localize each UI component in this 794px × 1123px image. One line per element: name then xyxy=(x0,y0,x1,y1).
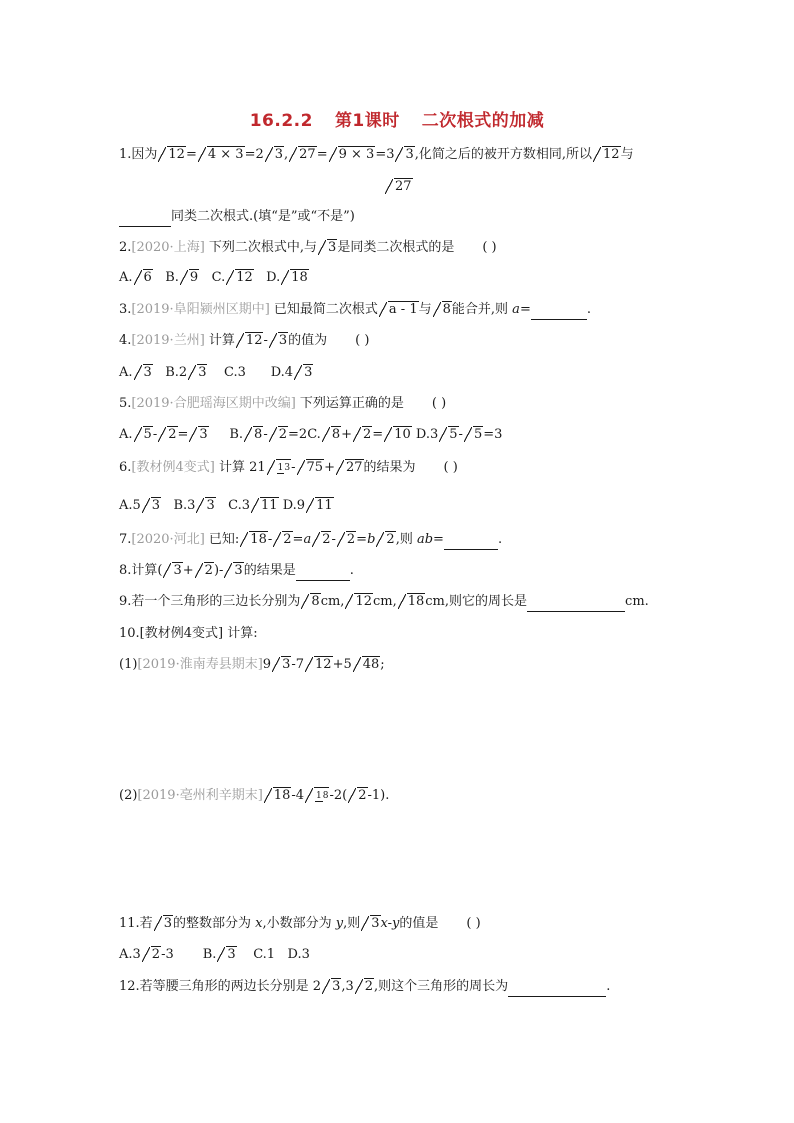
radicand: 3 xyxy=(234,563,243,578)
question-text: . xyxy=(586,302,591,317)
question-text: = xyxy=(372,427,384,442)
question-text: 的结果是 xyxy=(243,563,296,578)
question-text: 2 xyxy=(298,427,308,442)
question-text: -7 xyxy=(291,657,305,672)
question-text: 计算 21 xyxy=(214,460,266,475)
question-text: =2 xyxy=(244,147,264,162)
question-5-options xyxy=(119,425,502,445)
question-text: = xyxy=(316,147,328,162)
radical-sign xyxy=(322,977,341,997)
question-text: . xyxy=(606,979,611,994)
question-source: [2019·阜阳颍州区期中] xyxy=(131,302,270,317)
radicand: 11 xyxy=(261,498,278,513)
question-text: cm, xyxy=(320,594,345,609)
radical-sign xyxy=(433,300,452,320)
radical-sign xyxy=(251,496,279,516)
question-10-part-1 xyxy=(119,655,385,675)
question-text: . xyxy=(349,563,354,578)
answer-paren-11[interactable]: ( ) xyxy=(466,916,481,931)
radicand: 2 xyxy=(358,788,367,803)
radicand: 18 xyxy=(407,594,425,609)
radicand: 2 xyxy=(168,427,177,442)
radical-sign xyxy=(289,145,317,165)
radicand: 4 × 3 xyxy=(207,147,244,162)
radicand: 12 xyxy=(245,333,263,348)
radicand: 27 xyxy=(345,460,363,475)
question-text: D.3 xyxy=(287,947,310,962)
question-text: cm, xyxy=(372,594,397,609)
radicand: 9 × 3 xyxy=(338,147,375,162)
question-text: + xyxy=(341,427,353,442)
radical-sign xyxy=(264,786,292,806)
question-text: B. xyxy=(229,427,244,442)
radical-sign xyxy=(163,561,182,581)
question-text: = xyxy=(433,532,444,547)
radical-sign xyxy=(269,331,288,351)
radicand: 3 xyxy=(198,365,207,380)
question-text: =3 xyxy=(483,427,503,442)
radical-sign xyxy=(236,331,264,351)
question-2 xyxy=(119,238,497,258)
radicand: 5 xyxy=(143,427,152,442)
radical-sign xyxy=(134,425,153,445)
answer-blank-3[interactable] xyxy=(531,305,587,320)
radical-sign xyxy=(301,592,320,612)
radical-sign xyxy=(336,458,364,478)
question-text: - xyxy=(152,427,158,442)
question-text: ,则 xyxy=(395,532,417,547)
question-5 xyxy=(119,394,446,414)
radicand: 3 xyxy=(151,498,161,513)
question-text: 已知最简二次根式 xyxy=(269,302,378,317)
question-text: (1) xyxy=(119,657,138,672)
question-text: - xyxy=(267,532,273,547)
question-text: 能合并,则 xyxy=(451,302,513,317)
question-10-part-2 xyxy=(119,786,389,806)
question-text: x-y xyxy=(380,916,400,931)
radicand: 48 xyxy=(362,657,380,672)
question-text: - xyxy=(263,333,268,348)
radical-sign xyxy=(267,458,291,478)
question-text: 4. xyxy=(119,333,132,348)
radical-sign xyxy=(269,425,288,445)
radical-sign xyxy=(196,496,215,516)
radicand: 8 xyxy=(254,427,263,442)
radicand: 3 xyxy=(163,916,172,931)
title-lesson: 第1课时 xyxy=(334,111,400,131)
radical-sign xyxy=(134,363,153,383)
radical-sign xyxy=(318,238,337,258)
title-topic: 二次根式的加减 xyxy=(421,111,545,131)
question-text: ab xyxy=(416,532,434,547)
question-text: A. xyxy=(119,427,133,442)
radicand: a - 1 xyxy=(388,302,418,317)
question-text: -3 xyxy=(161,947,174,962)
question-text: B. xyxy=(202,947,217,962)
radical-sign xyxy=(217,945,236,965)
radicand: 18 xyxy=(273,788,291,803)
answer-paren-6[interactable]: ( ) xyxy=(443,460,458,475)
radical-sign xyxy=(312,530,331,550)
radical-sign xyxy=(198,145,245,165)
radicand: 12 xyxy=(315,657,332,672)
question-text: C.1 xyxy=(253,947,276,962)
radical-sign xyxy=(464,425,483,445)
radical-sign xyxy=(353,425,372,445)
question-7 xyxy=(119,530,502,550)
page-title xyxy=(0,106,794,131)
radical-sign xyxy=(142,945,161,965)
radical-sign xyxy=(353,655,381,675)
radicand: 3 xyxy=(405,147,414,162)
radicand xyxy=(314,787,329,804)
question-text: ,化简之后的被开方数相同,所以 xyxy=(414,147,593,162)
radical-sign xyxy=(134,268,153,288)
question-text: A. xyxy=(119,270,133,285)
question-text: (2) xyxy=(119,788,138,803)
radicand: 2 xyxy=(363,427,372,442)
question-text: +5 xyxy=(332,657,352,672)
radicand: 2 xyxy=(364,979,374,994)
radicand: 2 xyxy=(151,947,161,962)
question-text: 3 xyxy=(284,463,291,473)
question-text: 与 xyxy=(418,302,432,317)
answer-blank-1[interactable] xyxy=(119,212,171,227)
radicand: 3 xyxy=(227,947,236,962)
question-text: cm, xyxy=(425,594,450,609)
question-text: 是同类二次根式的是 xyxy=(337,240,455,255)
radicand: 2 xyxy=(346,532,356,547)
question-text: = xyxy=(185,147,197,162)
radical-sign xyxy=(154,914,173,934)
question-text: 8.计算( xyxy=(119,563,163,578)
question-text: 的值为 xyxy=(288,333,328,348)
question-text: 下列运算正确的是 xyxy=(295,396,404,411)
question-text: 同类二次根式.(填“是”或“不是”) xyxy=(171,209,355,224)
question-text: 下列二次根式中,与 xyxy=(204,240,318,255)
question-text: 8 xyxy=(322,791,329,801)
question-text: A.5 xyxy=(119,498,141,513)
radical-sign xyxy=(158,145,186,165)
radicand: 75 xyxy=(306,460,324,475)
radicand: 3 xyxy=(206,498,215,513)
question-text: + xyxy=(182,563,194,578)
question-source: [2019·合肥瑶海区期中改编] xyxy=(131,396,296,411)
question-11-options xyxy=(119,945,310,965)
radicand: 18 xyxy=(250,532,267,547)
radicand: 8 xyxy=(331,427,341,442)
radical-sign xyxy=(272,655,291,675)
question-text: B.3 xyxy=(173,498,196,513)
radicand: 18 xyxy=(291,270,308,285)
radical-sign xyxy=(322,425,341,445)
radicand xyxy=(276,459,291,476)
question-text: 7. xyxy=(119,532,132,547)
question-source: [2020·河北] xyxy=(131,532,205,547)
radical-sign xyxy=(244,425,263,445)
radical-sign xyxy=(376,530,395,550)
question-text: 与 xyxy=(620,147,634,162)
radical-sign xyxy=(395,145,414,165)
question-1-cont xyxy=(384,177,413,197)
radicand: 3 xyxy=(371,916,380,931)
question-text: , xyxy=(284,147,289,162)
question-text: b xyxy=(367,532,376,547)
radical-sign xyxy=(189,425,208,445)
radicand: 8 xyxy=(311,594,320,609)
radicand: 12 xyxy=(603,147,620,162)
question-text: 的结果为 xyxy=(363,460,416,475)
question-source: [教材例4变式] xyxy=(131,460,215,475)
radicand: 5 xyxy=(449,427,458,442)
radicand: 3 xyxy=(328,240,337,255)
question-text: B. xyxy=(165,270,179,285)
radical-sign xyxy=(305,655,333,675)
radical-sign xyxy=(306,496,334,516)
radical-sign xyxy=(297,458,325,478)
radical-sign xyxy=(180,268,199,288)
question-source: [2019·淮南寿县期末] xyxy=(137,657,263,672)
question-text: ,则这个三角形的周长为 xyxy=(374,979,509,994)
radical-sign xyxy=(265,145,284,165)
question-text: a xyxy=(512,302,520,317)
question-text: B.2 xyxy=(165,365,188,380)
question-text: - xyxy=(291,460,296,475)
question-10 xyxy=(119,624,258,644)
question-text: 9.若一个三角形的三边长分别为 xyxy=(119,594,301,609)
question-text: C. xyxy=(307,427,321,442)
answer-paren-2[interactable]: ( ) xyxy=(482,240,497,255)
question-4-options xyxy=(119,363,313,383)
question-4 xyxy=(119,331,369,351)
question-text: C. xyxy=(211,270,226,285)
question-text: x xyxy=(255,916,263,931)
radicand: 12 xyxy=(236,270,253,285)
question-text: - xyxy=(331,532,336,547)
question-6-options xyxy=(119,496,334,516)
radicand: 6 xyxy=(143,270,152,285)
radical-sign xyxy=(281,268,309,288)
radical-sign xyxy=(188,363,207,383)
radicand: 2 xyxy=(386,532,395,547)
radicand: 3 xyxy=(199,427,208,442)
question-text: 1.因为 xyxy=(119,147,158,162)
radical-sign xyxy=(294,363,313,383)
radicand: 3 xyxy=(274,147,284,162)
question-text: a xyxy=(303,532,312,547)
question-text: = xyxy=(292,532,304,547)
radicand: 12 xyxy=(168,147,185,162)
question-2-options xyxy=(119,268,309,288)
radicand: 3 xyxy=(332,979,341,994)
question-text: ,小数部分为 xyxy=(262,916,336,931)
radicand: 3 xyxy=(304,365,313,380)
answer-paren-4[interactable]: ( ) xyxy=(355,333,370,348)
radical-sign xyxy=(355,977,374,997)
question-11 xyxy=(119,914,481,934)
title-section: 16.2.2 xyxy=(249,111,313,131)
question-text: D.4 xyxy=(270,365,294,380)
question-3 xyxy=(119,300,591,320)
question-9 xyxy=(119,592,649,612)
question-text: C.3 xyxy=(228,498,251,513)
radical-sign xyxy=(240,530,268,550)
question-text: ,3 xyxy=(341,979,354,994)
question-text: 2. xyxy=(119,240,132,255)
question-1-line2 xyxy=(119,207,355,227)
radical-sign xyxy=(226,268,254,288)
question-source: [2020·上海] xyxy=(131,240,205,255)
question-text: C.3 xyxy=(224,365,246,380)
radical-sign xyxy=(398,592,426,612)
question-text: = xyxy=(288,427,299,442)
question-text: 5. xyxy=(119,396,132,411)
radicand: 3 xyxy=(143,365,152,380)
radical-sign xyxy=(384,425,412,445)
question-text: 10.[教材例4变式] 计算: xyxy=(119,626,258,641)
radical-sign xyxy=(195,561,214,581)
question-text: - xyxy=(458,427,463,442)
radicand: 12 xyxy=(355,594,372,609)
radical-sign xyxy=(593,145,621,165)
question-source: [2019·兰州] xyxy=(131,333,205,348)
question-text: . xyxy=(497,532,503,547)
question-text: =3 xyxy=(375,147,395,162)
radical-sign xyxy=(379,300,419,320)
radical-sign xyxy=(385,177,413,197)
question-text: - xyxy=(263,427,268,442)
question-text: -4 xyxy=(291,788,305,803)
radicand: 3 xyxy=(282,657,291,672)
question-text: 12.若等腰三角形的两边长分别是 2 xyxy=(119,979,322,994)
question-text: D.9 xyxy=(282,498,306,513)
question-text: ; xyxy=(380,657,385,672)
question-text: = xyxy=(356,532,368,547)
radicand: 11 xyxy=(316,498,333,513)
question-text: y xyxy=(335,916,344,931)
radicand: 2 xyxy=(322,532,331,547)
question-text: )- xyxy=(213,563,224,578)
radicand: 2 xyxy=(283,532,292,547)
radicand: 3 xyxy=(173,563,182,578)
radicand: 27 xyxy=(395,179,412,194)
radical-sign xyxy=(273,530,292,550)
radical-sign xyxy=(345,592,373,612)
radical-sign xyxy=(348,786,367,806)
radicand: 2 xyxy=(278,427,288,442)
question-text: 3. xyxy=(119,302,132,317)
question-text: -2( xyxy=(329,788,348,803)
question-text: = xyxy=(177,427,189,442)
question-text: = xyxy=(519,302,531,317)
question-text: D.3 xyxy=(415,427,439,442)
question-text: 的整数部分为 xyxy=(172,916,256,931)
question-text: ,则 xyxy=(343,916,361,931)
question-text: 6. xyxy=(119,460,132,475)
question-text: -1). xyxy=(367,788,390,803)
radicand: 10 xyxy=(394,427,411,442)
question-text: 则它的周长是 xyxy=(449,594,528,609)
radical-sign xyxy=(361,914,380,934)
question-source: [2019·亳州利辛期末] xyxy=(137,788,263,803)
answer-paren-5[interactable]: ( ) xyxy=(431,396,447,411)
question-1 xyxy=(119,145,634,165)
question-12 xyxy=(119,977,610,997)
radicand: 27 xyxy=(299,147,316,162)
radical-sign xyxy=(305,786,329,806)
radical-sign xyxy=(337,530,356,550)
radical-sign xyxy=(224,561,243,581)
radicand: 5 xyxy=(473,427,483,442)
question-text: A.3 xyxy=(119,947,141,962)
radicand: 8 xyxy=(442,302,451,317)
answer-blank-9[interactable] xyxy=(527,597,625,612)
radical-sign xyxy=(329,145,376,165)
question-text: 计算 xyxy=(204,333,235,348)
question-8 xyxy=(119,561,354,581)
radical-sign xyxy=(142,496,161,516)
radicand: 9 xyxy=(189,270,199,285)
question-text: A. xyxy=(119,365,133,380)
radicand: 2 xyxy=(204,563,213,578)
question-text: 已知: xyxy=(204,532,240,547)
radical-sign xyxy=(439,425,458,445)
question-text: 9 xyxy=(262,657,272,672)
question-text: 1 xyxy=(277,463,284,473)
answer-blank-8[interactable] xyxy=(296,566,350,581)
radicand: 3 xyxy=(278,333,288,348)
answer-blank-12[interactable] xyxy=(508,982,606,997)
question-text: D. xyxy=(266,270,281,285)
question-text: 1 xyxy=(316,791,322,801)
question-text: cm. xyxy=(625,594,649,609)
question-text: + xyxy=(324,460,335,475)
answer-blank-7[interactable] xyxy=(444,535,498,550)
question-6 xyxy=(119,458,458,478)
radical-sign xyxy=(158,425,177,445)
question-text: 的值是 xyxy=(399,916,439,931)
question-text: 11.若 xyxy=(119,916,153,931)
